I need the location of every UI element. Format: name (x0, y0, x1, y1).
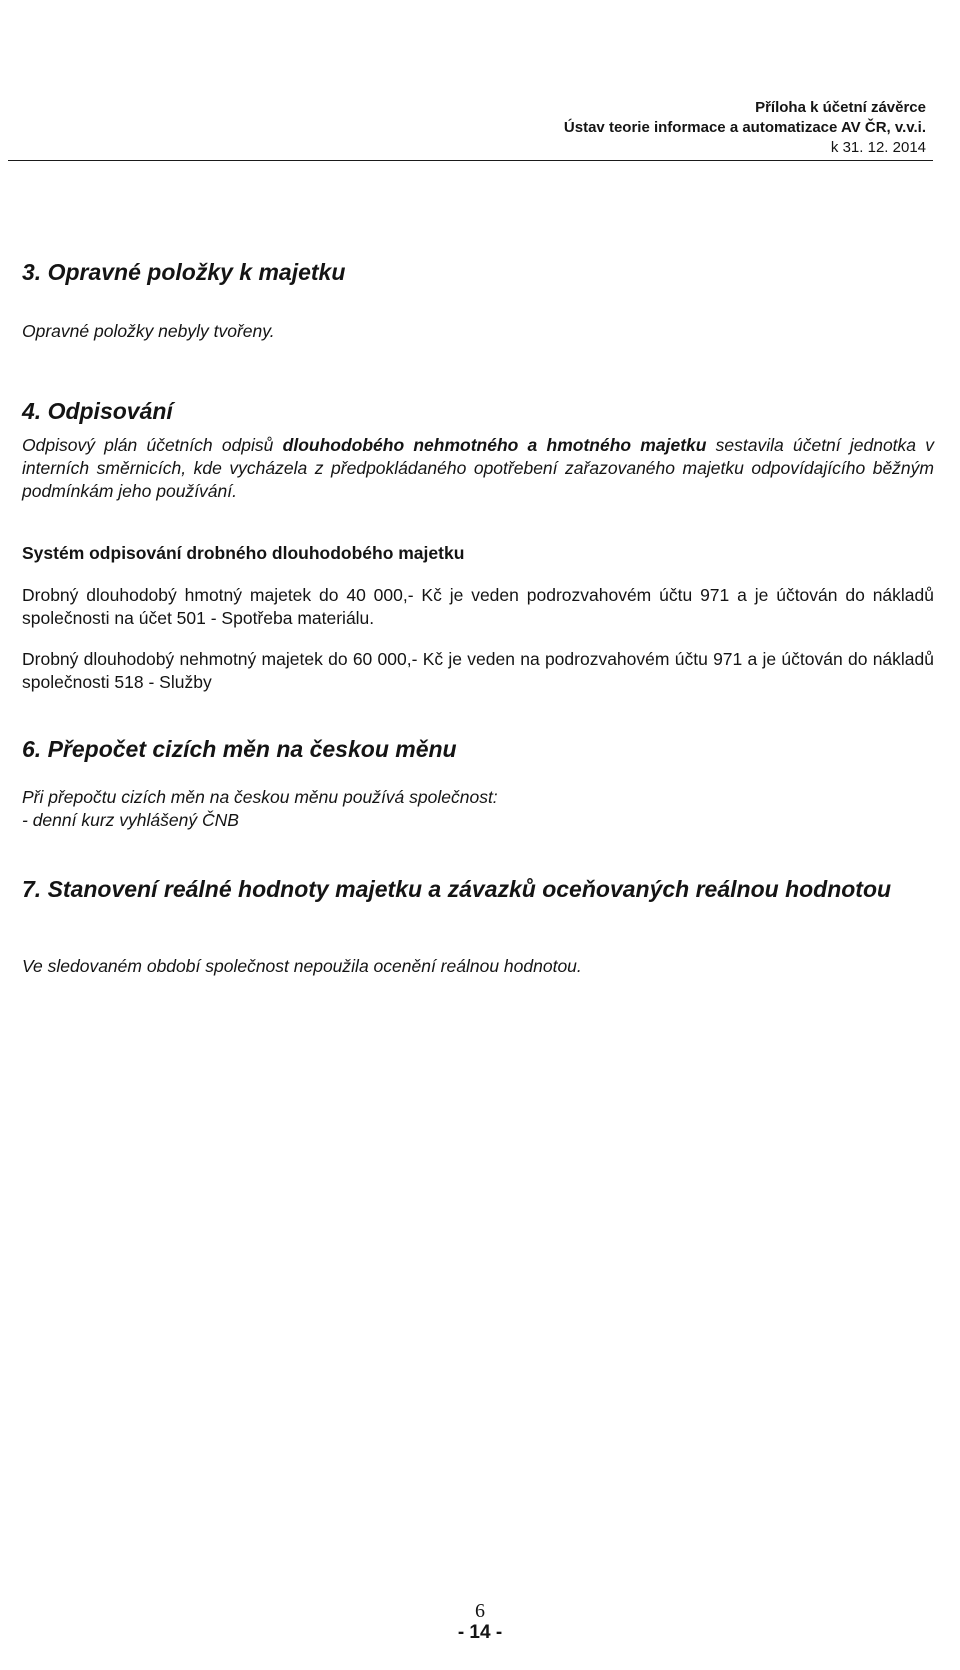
section-4 (22, 397, 934, 425)
header-date: k 31. 12. 2014 (830, 139, 926, 156)
section-4-heading: 4. Odpisování (22, 398, 173, 424)
section-7-heading: 7. Stanovení reálné hodnoty majetku a závazků oceňovaných reálnou hodnotou (22, 876, 892, 902)
section-7-text: Ve sledovaném období společnost nepoužila ocenění reálnou hodnotou. (22, 956, 582, 976)
section-4-text-part2: sestavila účetní jednotka v interních směrnicích, kde vycházela z předpokládaného opotřebení zařazovaného majetku odpovídajícího běžným podmínkám jeho používání. (22, 435, 934, 501)
system-para-2: Drobný dlouhodobý nehmotný majetek do 60 000,- Kč je veden na podrozvahovém účtu 971 a je účtován do nákladů společnosti 518 - Služby (22, 649, 934, 692)
section-4-text-part1: Odpisový plán účetních odpisů (22, 435, 283, 455)
section-6-body (22, 786, 934, 832)
page-number-total: - 14 - (457, 1622, 503, 1643)
section-4-body (22, 434, 934, 503)
system-section (22, 542, 934, 565)
system-para-1: Drobný dlouhodobý hmotný majetek do 40 000,- Kč je veden podrozvahovém účtu 971 a je účtován do nákladů společnosti na účet 501 - Spotřeba materiálu. (22, 585, 934, 628)
section-7-body (22, 955, 934, 978)
section-4-text (22, 434, 934, 503)
section-6-line-2: - denní kurz vyhlášený ČNB (22, 810, 239, 830)
system-para-1-block (22, 584, 934, 630)
section-6-line-1: Při přepočtu cizích měn na českou měnu používá společnost: (22, 787, 498, 807)
document-header (564, 98, 926, 158)
page-footer (0, 1600, 960, 1644)
header-title: Příloha k účetní závěrce (755, 99, 926, 116)
section-3-text: Opravné položky nebyly tvořeny. (22, 321, 275, 341)
system-heading: Systém odpisování drobného dlouhodobého majetku (22, 543, 465, 563)
section-6-heading: 6. Přepočet cizích měn na českou měnu (22, 736, 457, 762)
section-3 (22, 258, 934, 286)
section-3-body (22, 320, 934, 343)
header-institution: Ústav teorie informace a automatizace AV ČR, v.v.i. (563, 119, 926, 136)
section-3-heading: 3. Opravné položky k majetku (22, 259, 346, 285)
section-6 (22, 735, 934, 763)
system-para-2-block (22, 648, 934, 694)
page-number-local: 6 (475, 1600, 485, 1622)
section-7 (22, 875, 934, 903)
section-4-text-bold: dlouhodobého nehmotného a hmotného majetku (282, 435, 707, 455)
header-divider (8, 160, 933, 161)
